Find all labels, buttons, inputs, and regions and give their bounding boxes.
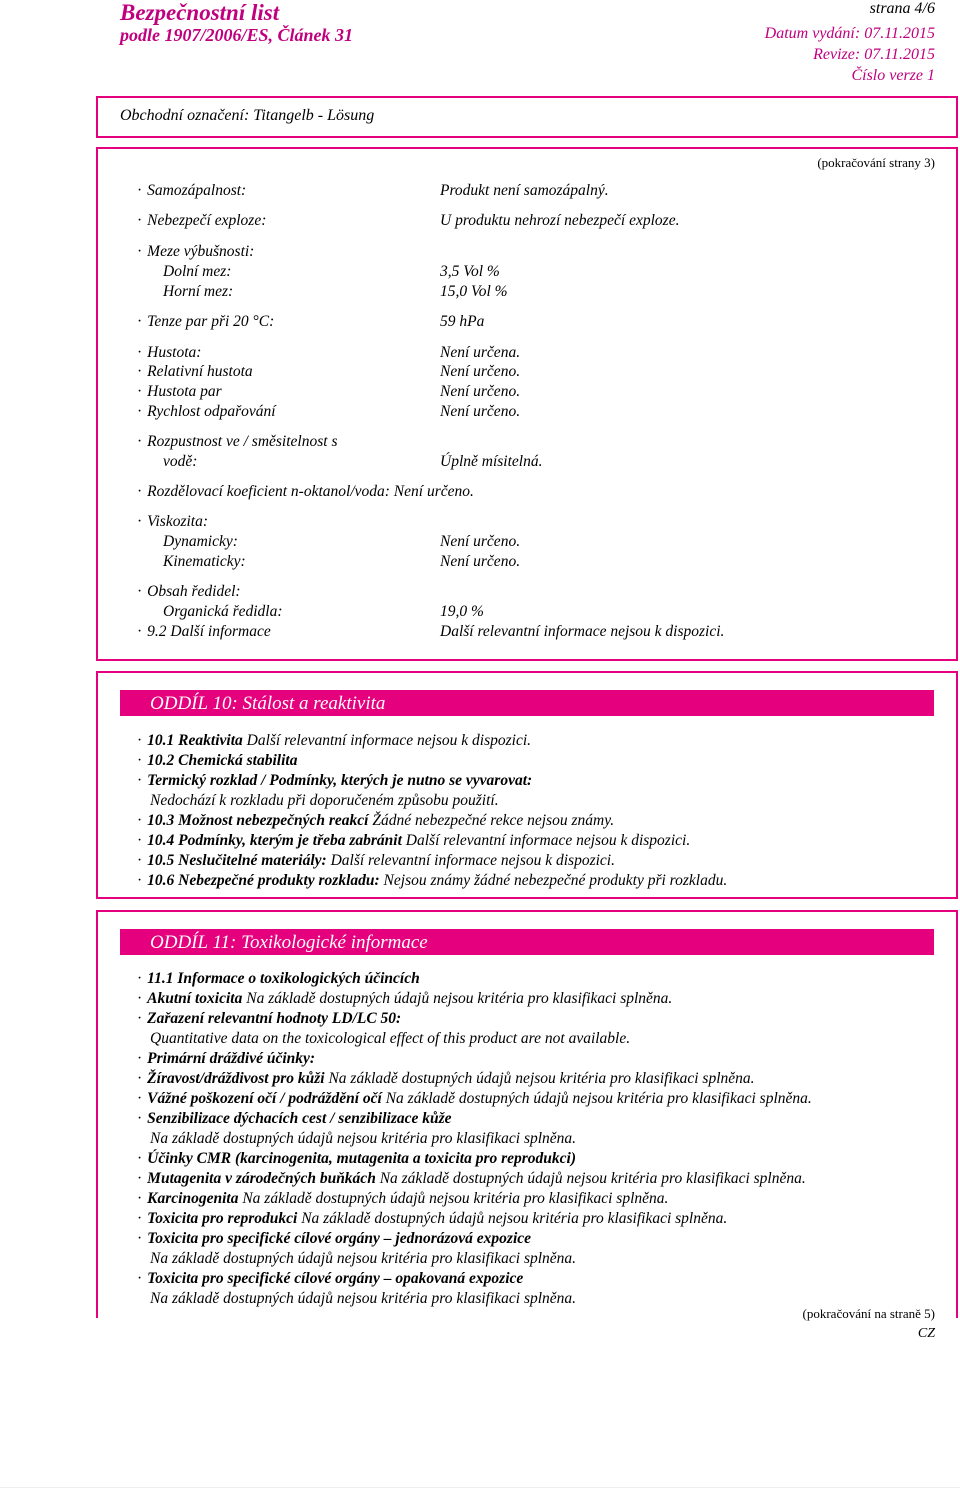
item-label: Žíravost/dráždivost pro kůži: [147, 1070, 325, 1087]
list-item: [137, 1150, 576, 1168]
solubility-value: Úplně mísitelná.: [440, 453, 543, 470]
item-label: Primární dráždivé účinky:: [147, 1050, 316, 1067]
kinematic-viscosity-value: Není určeno.: [440, 553, 521, 570]
list-item: [150, 1250, 576, 1268]
item-text: Další relevantní informace nejsou k dispozici.: [405, 832, 691, 849]
bullet-dot: ·: [137, 752, 143, 769]
bullet-dot: ·: [137, 812, 143, 829]
trade-name: Obchodní označení: Titangelb - Lösung: [120, 107, 375, 124]
revision-date: Revize: 07.11.2015: [813, 46, 935, 63]
item-label: 10.6 Nebezpečné produkty rozkladu:: [147, 872, 380, 889]
item-text: Nedochází k rozkladu při doporučeném způsobu použití.: [150, 792, 499, 809]
item-label: 10.2 Chemická stabilita: [147, 752, 298, 769]
item-text: Na základě dostupných údajů nejsou kritéria pro klasifikaci splněna.: [242, 1190, 669, 1207]
explosion-value: U produktu nehrozí nebezpečí exploze.: [440, 212, 680, 229]
list-item: [137, 1050, 315, 1068]
vapour-pressure-label: · Tenze par při 20 °C:: [137, 313, 275, 330]
list-item: [137, 1190, 668, 1208]
list-item: [137, 752, 297, 770]
upper-limit-value: 15,0 Vol %: [440, 283, 508, 300]
bullet-dot: ·: [137, 852, 143, 869]
bullet-dot: ·: [137, 1210, 143, 1227]
item-label: Karcinogenita: [147, 1190, 239, 1207]
list-item: [137, 1090, 812, 1108]
vapour-pressure-value: 59 hPa: [440, 313, 485, 330]
continued-to: (pokračování na straně 5): [802, 1306, 935, 1321]
item-text: Na základě dostupných údajů nejsou kritéria pro klasifikaci splněna.: [150, 1250, 577, 1267]
bullet-dot: ·: [137, 1110, 143, 1127]
bullet-dot: ·: [137, 832, 143, 849]
list-item: [137, 1270, 523, 1288]
item-label: Senzibilizace dýchacích cest / senzibilizace kůže: [147, 1110, 452, 1127]
list-item: [137, 990, 672, 1008]
explosion-limits-label: · Meze výbušnosti:: [137, 243, 255, 260]
density-label: · Hustota:: [137, 344, 202, 361]
solubility-label: · Rozpustnost ve / směsitelnost s: [137, 433, 338, 450]
lower-limit-value: 3,5 Vol %: [440, 263, 500, 280]
item-label: 11.1 Informace o toxikologických účincích: [147, 970, 420, 987]
self-ignition-label: · Samozápalnost:: [137, 182, 247, 199]
list-item: [137, 1070, 755, 1088]
evaporation-rate-value: Není určeno.: [440, 403, 521, 420]
list-item: [137, 1110, 452, 1128]
dynamic-viscosity-value: Není určeno.: [440, 533, 521, 550]
page-edge-line: [0, 1487, 960, 1488]
list-item: [137, 832, 690, 850]
item-text: Na základě dostupných údajů nejsou kritéria pro klasifikaci splněna.: [379, 1170, 806, 1187]
lower-limit-label: Dolní mez:: [163, 263, 232, 280]
item-label: Vážné poškození očí / podráždění očí: [147, 1090, 382, 1107]
list-item: [150, 1030, 630, 1048]
relative-density-label: · Relativní hustota: [137, 363, 253, 380]
list-item: [137, 872, 727, 890]
item-label: Toxicita pro specifické cílové orgány – opakovaná expozice: [147, 1270, 524, 1287]
item-text: Na základě dostupných údajů nejsou kritéria pro klasifikaci splněna.: [150, 1130, 577, 1147]
item-text: Na základě dostupných údajů nejsou kritéria pro klasifikaci splněna.: [385, 1090, 812, 1107]
list-item: [137, 970, 420, 988]
item-label: Zařazení relevantní hodnoty LD/LC 50:: [147, 1010, 402, 1027]
bullet-dot: ·: [137, 990, 143, 1007]
explosion-label: · Nebezpečí exploze:: [137, 212, 267, 229]
list-item: [150, 1290, 576, 1308]
item-label: 10.3 Možnost nebezpečných reakcí: [147, 812, 369, 829]
item-label: 10.5 Neslučitelné materiály:: [147, 852, 327, 869]
item-text: Quantitative data on the toxicological effect of this product are not available.: [150, 1030, 631, 1047]
list-item: [137, 812, 614, 830]
item-label: Toxicita pro specifické cílové orgány – jednorázová expozice: [147, 1230, 532, 1247]
bullet-dot: ·: [137, 1170, 143, 1187]
item-text: Na základě dostupných údajů nejsou kritéria pro klasifikaci splněna.: [150, 1290, 577, 1307]
list-item: [137, 1010, 401, 1028]
item-label: Mutagenita v zárodečných buňkách: [147, 1170, 376, 1187]
list-item: [137, 852, 615, 870]
solubility-label-water: vodě:: [163, 453, 198, 470]
bullet-dot: ·: [137, 1190, 143, 1207]
list-item: [137, 1210, 727, 1228]
bullet-dot: ·: [137, 1090, 143, 1107]
upper-limit-label: Horní mez:: [163, 283, 234, 300]
vapour-density-label: · Hustota par: [137, 383, 222, 400]
item-label: Akutní toxicita: [147, 990, 243, 1007]
item-text: Na základě dostupných údajů nejsou kritéria pro klasifikaci splněna.: [328, 1070, 755, 1087]
bullet-dot: ·: [137, 872, 143, 889]
list-item: [137, 1230, 531, 1248]
issue-date: Datum vydání: 07.11.2015: [764, 25, 935, 42]
other-info-label: · 9.2 Další informace: [137, 623, 271, 640]
item-text: Další relevantní informace nejsou k dispozici.: [246, 732, 532, 749]
document-title: Bezpečnostní list: [120, 0, 280, 25]
list-item: [137, 732, 531, 750]
density-value: Není určena.: [440, 344, 521, 361]
item-label: 10.1 Reaktivita: [147, 732, 243, 749]
item-text: Nejsou známy žádné nebezpečné produkty při rozkladu.: [383, 872, 728, 889]
bullet-dot: ·: [137, 1270, 143, 1287]
document-subtitle: podle 1907/2006/ES, Článek 31: [120, 25, 354, 45]
list-item: [150, 792, 499, 810]
self-ignition-value: Produkt není samozápalný.: [440, 182, 609, 199]
bullet-dot: ·: [137, 970, 143, 987]
section-10-heading: ODDÍL 10: Stálost a reaktivita: [120, 690, 934, 716]
list-item: [137, 772, 532, 790]
bullet-dot: ·: [137, 772, 143, 789]
vapour-density-value: Není určeno.: [440, 383, 521, 400]
bullet-dot: ·: [137, 732, 143, 749]
kinematic-viscosity-label: Kinematicky:: [163, 553, 246, 570]
item-label: Účinky CMR (karcinogenita, mutagenita a toxicita pro reprodukci): [147, 1150, 577, 1167]
item-text: Další relevantní informace nejsou k dispozici.: [330, 852, 615, 869]
country-code: CZ: [917, 1326, 935, 1341]
bullet-dot: ·: [137, 1070, 143, 1087]
bullet-dot: ·: [137, 1150, 143, 1167]
organic-solvents-label: Organická ředidla:: [163, 603, 283, 620]
page-number: strana 4/6: [869, 0, 935, 17]
item-text: Na základě dostupných údajů nejsou kritéria pro klasifikaci splněna.: [301, 1210, 728, 1227]
version-number: Číslo verze 1: [851, 67, 935, 84]
item-label: Termický rozklad / Podmínky, kterých je nutno se vyvarovat:: [147, 772, 533, 789]
relative-density-value: Není určeno.: [440, 363, 521, 380]
list-item: [137, 1170, 806, 1188]
bullet-dot: ·: [137, 1010, 143, 1027]
partition-coefficient: · Rozdělovací koeficient n-oktanol/voda: Není určeno.: [137, 483, 474, 500]
item-text: Na základě dostupných údajů nejsou kritéria pro klasifikaci splněna.: [246, 990, 673, 1007]
other-info-value: Další relevantní informace nejsou k dispozici.: [440, 623, 725, 640]
list-item: [150, 1130, 576, 1148]
item-label: 10.4 Podmínky, kterým je třeba zabránit: [147, 832, 402, 849]
bullet-dot: ·: [137, 1050, 143, 1067]
solvent-content-label: · Obsah ředidel:: [137, 583, 241, 600]
evaporation-rate-label: · Rychlost odpařování: [137, 403, 276, 420]
section-11-heading: ODDÍL 11: Toxikologické informace: [120, 929, 934, 955]
viscosity-label: · Viskozita:: [137, 513, 209, 530]
item-label: Toxicita pro reprodukci: [147, 1210, 298, 1227]
dynamic-viscosity-label: Dynamicky:: [163, 533, 238, 550]
continued-from: (pokračování strany 3): [817, 155, 935, 170]
organic-solvents-value: 19,0 %: [440, 603, 484, 620]
item-text: Žádné nebezpečné rekce nejsou známy.: [372, 812, 615, 829]
bullet-dot: ·: [137, 1230, 143, 1247]
